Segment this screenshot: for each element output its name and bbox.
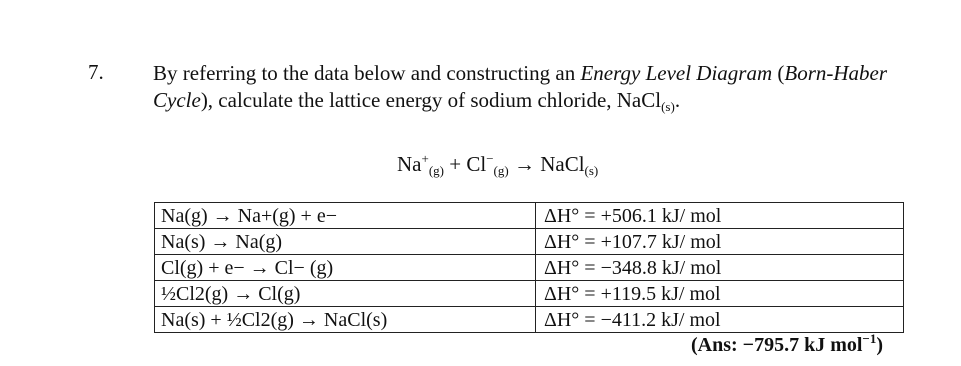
eq-arrow: → <box>508 152 541 176</box>
eq-na-state: (g) <box>428 163 445 178</box>
eq-cl: Cl <box>466 152 487 176</box>
eq-na: Na <box>397 152 422 176</box>
eq-na-charge: + <box>421 151 429 166</box>
enthalpy-cell <box>536 255 904 281</box>
eq-plus: + <box>444 152 467 176</box>
table-row <box>155 255 904 281</box>
question-emphasis-cycle: Born-Haber Cycle <box>153 61 888 112</box>
question-text-part3: ), calculate the lattice energy of sodium chloride, NaCl <box>200 88 662 112</box>
enthalpy-label: ΔH° = <box>544 308 601 331</box>
enthalpy-label: ΔH° = <box>544 230 601 253</box>
enthalpy-value: +107.7 kJ/ mol <box>600 230 722 253</box>
table-row <box>155 281 904 307</box>
question-text-part2: ( <box>772 61 785 85</box>
table-row <box>155 229 904 255</box>
reaction-cell: ½Cl2(g) → Cl(g) <box>155 281 536 307</box>
reaction-cell: Na(g) → Na+(g) + e− <box>155 203 536 229</box>
eq-product: NaCl <box>540 152 585 176</box>
answer <box>691 331 884 357</box>
question-number: 7. <box>88 60 104 84</box>
reaction-cell: Cl(g) + e− → Cl− (g) <box>155 255 536 281</box>
enthalpy-value: −348.8 kJ/ mol <box>600 256 722 279</box>
enthalpy-cell <box>536 307 904 333</box>
enthalpy-value: +119.5 kJ/ mol <box>600 282 721 305</box>
enthalpy-label: ΔH° = <box>544 256 601 279</box>
table-row <box>155 307 904 333</box>
enthalpy-data-table <box>154 202 904 333</box>
enthalpy-cell <box>536 229 904 255</box>
reaction-cell: Na(s) + ½Cl2(g) → NaCl(s) <box>155 307 536 333</box>
eq-cl-state: (g) <box>493 163 509 178</box>
question-state-subscript: (s) <box>661 99 675 114</box>
table-row <box>155 203 904 229</box>
eq-product-state: (s) <box>584 163 599 178</box>
enthalpy-value: +506.1 kJ/ mol <box>600 204 722 227</box>
question-text <box>153 60 933 114</box>
reaction-cell: Na(s) → Na(g) <box>155 229 536 255</box>
question-text-end: . <box>674 88 681 112</box>
overall-equation <box>397 152 598 177</box>
answer-suffix: ) <box>876 334 884 356</box>
answer-prefix: (Ans: <box>691 334 743 356</box>
answer-exponent: −1 <box>862 331 877 346</box>
enthalpy-cell <box>536 281 904 307</box>
question-text-part1: By referring to the data below and constructing an <box>153 61 581 85</box>
enthalpy-cell <box>536 203 904 229</box>
answer-value: −795.7 kJ mol <box>742 334 863 356</box>
question-emphasis-diagram: Energy Level Diagram <box>580 61 773 85</box>
enthalpy-label: ΔH° = <box>544 282 601 305</box>
enthalpy-label: ΔH° = <box>544 204 601 227</box>
enthalpy-value: −411.2 kJ/ mol <box>600 308 721 331</box>
eq-cl-charge: − <box>486 151 494 166</box>
